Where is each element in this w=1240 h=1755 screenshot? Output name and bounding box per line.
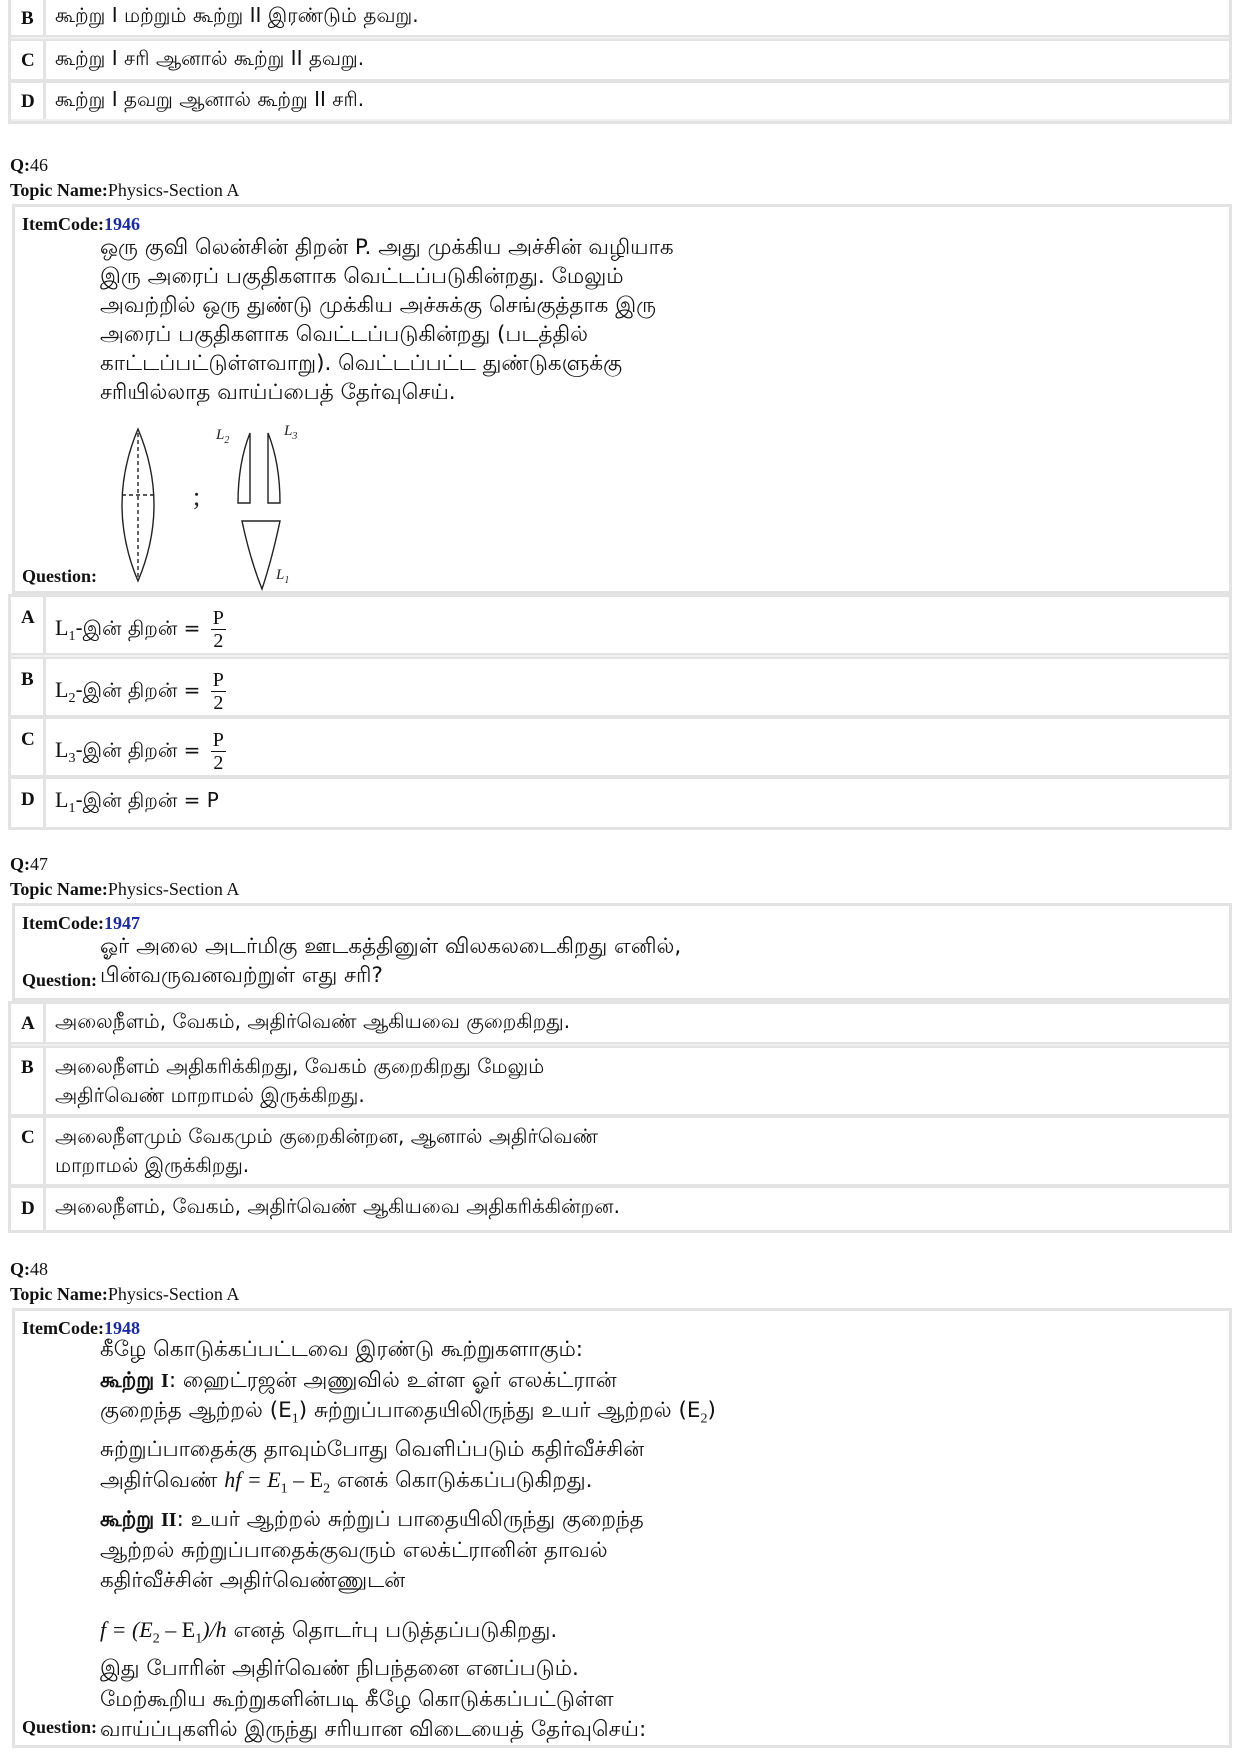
itemcode-value: 1946 xyxy=(103,214,140,234)
question-label: Question: xyxy=(22,566,98,586)
q47-question-box xyxy=(12,903,1232,1001)
lens-piece-l2 xyxy=(238,433,250,503)
option-text: அலைநீளம், வேகம், அதிர்வெண் ஆகியவை அதிகரிக்கின்றன. xyxy=(55,1194,620,1218)
option-b[interactable] xyxy=(11,657,1229,717)
question-label: Question: xyxy=(22,970,98,990)
q46-options xyxy=(8,594,1232,830)
option-text: கூற்று I தவறு ஆனால் கூற்று II சரி. xyxy=(55,87,365,111)
statement-1-label: கூற்று xyxy=(100,1367,155,1393)
itemcode: ItemCode:1947 xyxy=(22,913,140,933)
label-l3: $L_3$ xyxy=(284,423,298,442)
q-label: Q: xyxy=(10,1259,30,1279)
option-letter: C xyxy=(21,729,35,750)
option-text: $L_2-இன்$ திறன் = $\frac{P}{2}$ xyxy=(55,669,224,714)
q47-options xyxy=(8,1001,1232,1233)
q48-question-box xyxy=(12,1308,1232,1748)
question-text: கீழே கொடுக்கப்பட்டவை இரண்டு கூற்றுகளாகும்: கூற்று I: ஹைட்ரஜன் அணுவில் உள்ள ஓர் எலக்ட்ரான் குறைந்த ஆற்றல் $(E_1)$ சுற்றுப்பாதையிலிருந்து உயர் ஆற்றல் $(E_2)$ சுற்றுப்பாதைக்கு தாவும்போது வெளிப்படும் கதிர்வீச்சின் அதிர்வெண் hf = $E_1 - E_2$ எனக் கொடுக்கப்படுகிறது. கூற்று II: உயர் ஆற்றல் சுற்றுப் பாதையிலிருந்து குறைந்த ஆற்றல் சுற்றுப்பாதைக்குவரும் எலக்ட்ரானின் தாவல் கதிர்வீச்சின் அதிர்வெண்ணுடன் $f = (E_2 - E_1)/h$ எனத் தொடர்பு படுத்தப்படுகிறது. இது போரின் அதிர்வெண் நிபந்தனை எனப்படும். மேற்கூறிய கூற்றுகளின்படி கீழே கொடுக்கப்பட்டுள்ள வாய்ப்புகளில் இருந்து சரியான விடையைத் தேர்வுசெய்: xyxy=(100,1337,716,1743)
topic-name: Physics-Section A xyxy=(107,180,240,200)
option-letter: C xyxy=(21,50,35,71)
q-number: 48 xyxy=(30,1259,48,1279)
topic-label: Topic Name: xyxy=(10,879,108,899)
option-c[interactable] xyxy=(11,717,1229,777)
q46-question-box xyxy=(12,204,1232,594)
option-text: $L_3-இன்$ திறன் = $\frac{P}{2}$ xyxy=(55,729,224,774)
q48-header xyxy=(10,1257,239,1307)
option-letter: B xyxy=(21,669,34,690)
option-b[interactable] xyxy=(11,0,1229,37)
topic-label: Topic Name: xyxy=(10,180,108,200)
q47-header xyxy=(10,852,239,902)
option-text: கூற்று I மற்றும் கூற்று II இரண்டும் தவறு. xyxy=(55,3,419,27)
option-d[interactable] xyxy=(11,1186,1229,1230)
q-label: Q: xyxy=(10,854,30,874)
option-text: $L_1-இன்$ திறன் = $\frac{P}{2}$ xyxy=(55,607,224,652)
option-a[interactable] xyxy=(11,597,1229,655)
option-text: கூற்று I சரி ஆனால் கூற்று II தவறு. xyxy=(55,46,365,70)
option-d[interactable] xyxy=(11,777,1229,827)
option-letter: B xyxy=(21,1057,34,1078)
option-letter: A xyxy=(21,1013,35,1034)
lens-piece-l3 xyxy=(268,433,280,503)
option-letter: A xyxy=(21,607,35,628)
q-number: 46 xyxy=(30,155,48,175)
option-letter: B xyxy=(21,8,34,29)
topic-name: Physics-Section A xyxy=(107,1284,240,1304)
option-a[interactable] xyxy=(11,1004,1229,1044)
option-letter: C xyxy=(21,1127,35,1148)
itemcode-value: 1948 xyxy=(103,1318,140,1338)
option-text: அலைநீளம், வேகம், அதிர்வெண் ஆகியவை குறைகிறது. xyxy=(55,1009,571,1033)
option-letter: D xyxy=(21,789,35,810)
itemcode-value: 1947 xyxy=(103,913,140,933)
question-text: ஒரு குவி லென்சின் திறன் P. அது முக்கிய அச்சின் வழியாக இரு அரைப் பகுதிகளாக வெட்டப்படுகின்றது. மேலும் அவற்றில் ஒரு துண்டு முக்கிய அச்சுக்கு செங்குத்தாக இரு அரைப் பகுதிகளாக வெட்டப்படுகின்றது (படத்தில் காட்டப்பட்டுள்ளவாறு). வெட்டப்பட்ட துண்டுகளுக்கு சரியில்லாத வாய்ப்பைத் தேர்வுசெய். xyxy=(100,235,674,405)
q46-header xyxy=(10,153,239,203)
itemcode: ItemCode:1948 xyxy=(22,1318,140,1338)
statement-2-label: கூற்று xyxy=(100,1507,155,1533)
question-text: ஓர் அலை அடர்மிகு ஊடகத்தினுள் விலகலடைகிறது எனில், பின்வருவனவற்றுள் எது சரி? xyxy=(100,934,682,988)
option-text: அலைநீளமும் வேகமும் குறைகின்றன, ஆனால் அதிர்வெண் மாறாமல் இருக்கிறது. xyxy=(55,1124,599,1177)
label-l2: $L_2$ xyxy=(216,427,230,446)
topic-name: Physics-Section A xyxy=(107,879,240,899)
option-d[interactable] xyxy=(11,81,1229,119)
option-text: அலைநீளம் அதிகரிக்கிறது, வேகம் குறைகிறது மேலும் அதிர்வெண் மாறாமல் இருக்கிறது. xyxy=(55,1054,545,1107)
option-text: $L_1-இன்$ திறன் = P xyxy=(55,787,219,816)
option-letter: D xyxy=(21,91,35,112)
itemcode: ItemCode:1946 xyxy=(22,214,140,234)
q-label: Q: xyxy=(10,155,30,175)
topic-label: Topic Name: xyxy=(10,1284,108,1304)
option-c[interactable] xyxy=(11,1116,1229,1186)
label-l1: $L_1$ xyxy=(276,567,290,586)
option-c[interactable] xyxy=(11,39,1229,81)
option-b[interactable] xyxy=(11,1046,1229,1116)
semicolon: ; xyxy=(193,482,201,511)
q-number: 47 xyxy=(30,854,48,874)
lens-figure xyxy=(110,419,340,594)
lens-piece-l1 xyxy=(242,521,280,589)
option-letter: D xyxy=(21,1198,35,1219)
q45-options xyxy=(8,0,1232,124)
question-label: Question: xyxy=(22,1717,98,1737)
